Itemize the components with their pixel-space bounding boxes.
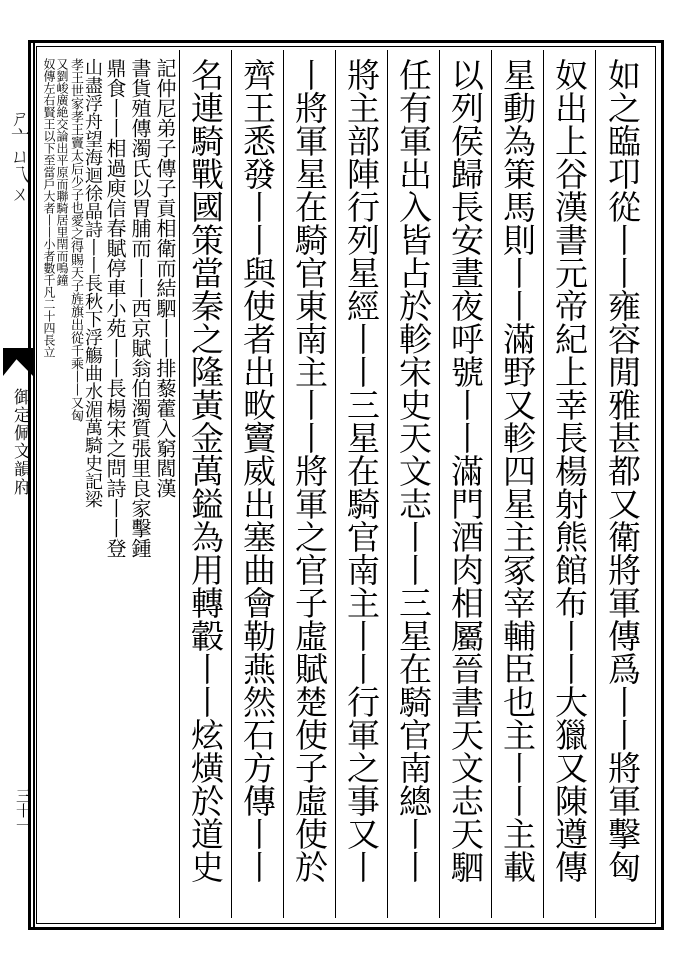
text-column-1: 如之臨卭從丨丨雍容閒雅甚都又衛將軍傳爲丨丨將軍擊匈 [603,58,642,883]
text-column-9: 名連騎戰國策當秦之隆黃金萬鎰為用轉轂丨丨炫熿於道史 [186,58,225,883]
column-divider [179,50,180,918]
text-column-5: 任有軍出入皆占於軫宋史天文志丨丨三星在騎官南總丨丨 [394,58,433,883]
text-column-13: 山盡浮舟望海迴徐晶詩丨丨長秋下浮觴曲水湄萬騎史記梁 [82,58,103,508]
text-column-10: 記仲尼弟子傳子貢相衛而結駟丨丨排藜藿入窮閻漢 [153,58,177,498]
text-column-16: 奴傳左右賢王以下至當戶大者丨丨小者數千凡二十四長立 [42,58,56,358]
text-column-6: 將主部陣行列星經丨丨三星在騎官南主丨丨行軍之事又丨 [342,58,381,883]
column-divider [387,50,388,918]
text-column-4: 以列侯歸長安晝夜呼號丨丨滿門酒肉相屬晉書天文志天駟 [446,58,485,883]
column-divider [491,50,492,918]
text-column-2: 奴出上谷漢書元帝紀上幸長楊射熊館布丨丨大獵又陳遵傳 [550,58,589,883]
text-column-3: 星動為䇿馬則丨丨滿野又軫四星主冢宰輔臣也主丨丨主載 [498,58,537,883]
column-divider [439,50,440,918]
text-column-12: 鼎食丨丨相過庾信春賦停車小苑丨丨長楊宋之問詩丨丨登 [103,58,127,558]
column-divider [543,50,544,918]
column-divider [231,50,232,918]
column-divider [595,50,596,918]
main-text [42,50,648,918]
text-column-15: 又劉峻廣絶交論出平原而聯騎居里閈而鳴鐘 [55,58,69,286]
fishtail-mark-icon [3,348,33,376]
column-divider [283,50,284,918]
text-column-14: 孝王世家孝王竇太后少子也愛之得賜天子旌旗出從千乘丨丨又匈 [68,58,83,422]
text-column-8: 齊王悉發丨丨與使者出畋竇威出塞曲會勒燕然石方傳丨丨 [238,58,277,883]
folio-number: 三十一 [14,788,32,833]
text-column-7: 丨將軍星在騎官東南主丨丨將軍之官子虛賦楚使子虛使於 [290,58,329,883]
running-title: 御定佩文韻府 [10,388,30,496]
page-margin [0,48,34,918]
text-column-11: 書貨殖傳濁氏以胃脯而丨丨西京賦翁伯濁質張里良家擊鍾 [128,58,152,558]
column-divider [335,50,336,918]
margin-top-text: ㄕ亠ㄩ乁ㄨ [8,108,30,203]
